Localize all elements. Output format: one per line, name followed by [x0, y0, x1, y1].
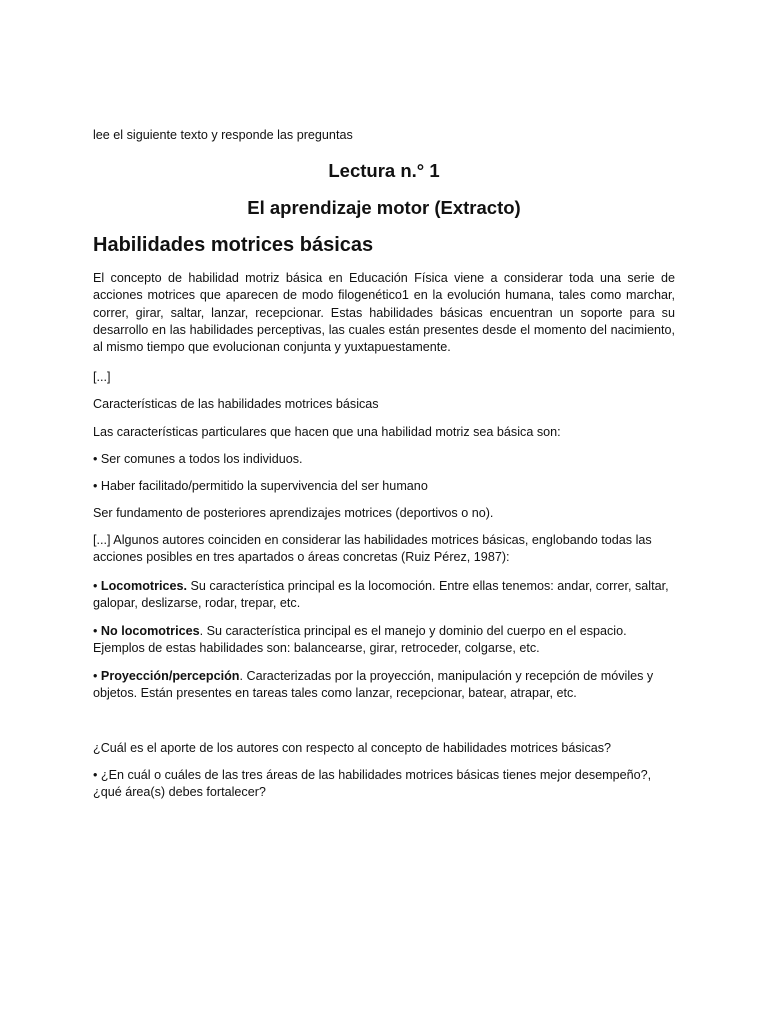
- section-heading: Habilidades motrices básicas: [93, 234, 374, 256]
- term-locomotrices: Locomotrices.: [100, 579, 187, 593]
- proyeccion-text: . Caracterizadas por la proyección, manipulación y recepción de móviles y objetos. Están presentes en tareas tales como lanzar, recepcionar, batear, atrapar, etc.: [93, 669, 654, 701]
- bullet-marker: •: [93, 579, 101, 593]
- term-no-locomotrices: No locomotrices: [100, 624, 200, 638]
- reading-number-title: Lectura n.° 1: [328, 160, 440, 181]
- bullet-proyeccion: [93, 668, 675, 703]
- bullet-marker: •: [93, 669, 101, 683]
- no-locomotrices-text: . Su característica principal es el manejo y dominio del cuerpo en el espacio. Ejemplos de estas habilidades son: balancearse, girar, retroceder, colgarse, etc.: [93, 624, 627, 656]
- question-1: ¿Cuál es el aporte de los autores con respecto al concepto de habilidades motrices básicas?: [93, 741, 612, 755]
- authors-paragraph: [...] Algunos autores coinciden en considerar las habilidades motrices básicas, englobando todas las acciones posibles en tres apartados o áreas concretas (Ruiz Pérez, 1987):: [93, 533, 652, 565]
- bullet-no-locomotrices: [93, 623, 675, 658]
- foundation-line: Ser fundamento de posteriores aprendizajes motrices (deportivos o no).: [93, 506, 494, 520]
- characteristics-intro: Las características particulares que hacen que una habilidad motriz sea básica son:: [93, 425, 561, 439]
- bullet-marker: •: [93, 624, 101, 638]
- reading-title: El aprendizaje motor (Extracto): [247, 197, 521, 218]
- ellipsis-marker: [...]: [93, 370, 111, 384]
- locomotrices-text: Su característica principal es la locomoción. Entre ellas tenemos: andar, correr, saltar, galopar, deslizarse, rodar, trepar, etc.: [93, 579, 669, 611]
- term-proyeccion: Proyección/percepción: [100, 669, 240, 683]
- instruction-line: lee el siguiente texto y responde las preguntas: [93, 128, 353, 142]
- intro-paragraph: El concepto de habilidad motriz básica en Educación Física viene a considerar toda una serie de acciones motrices que aparecen de modo filogenético1 en la evolución humana, tales como marchar, correr, girar, saltar, lanzar, recepcionar. Estas habilidades básicas encuentran un soporte para su desarrollo en las habilidades perceptivas, las cuales están presentes desde el momento del nacimiento, al mismo tiempo que evolucionan conjunta y yuxtapuestamente.: [93, 271, 675, 355]
- question-2: • ¿En cuál o cuáles de las tres áreas de las habilidades motrices básicas tienes mejor desempeño?, ¿qué área(s) debes fortalecer?: [93, 768, 652, 800]
- bullet-locomotrices: [93, 578, 675, 613]
- bullet-common: • Ser comunes a todos los individuos.: [93, 452, 303, 466]
- characteristics-heading: Características de las habilidades motrices básicas: [93, 397, 379, 411]
- bullet-survival: • Haber facilitado/permitido la supervivencia del ser humano: [93, 479, 428, 493]
